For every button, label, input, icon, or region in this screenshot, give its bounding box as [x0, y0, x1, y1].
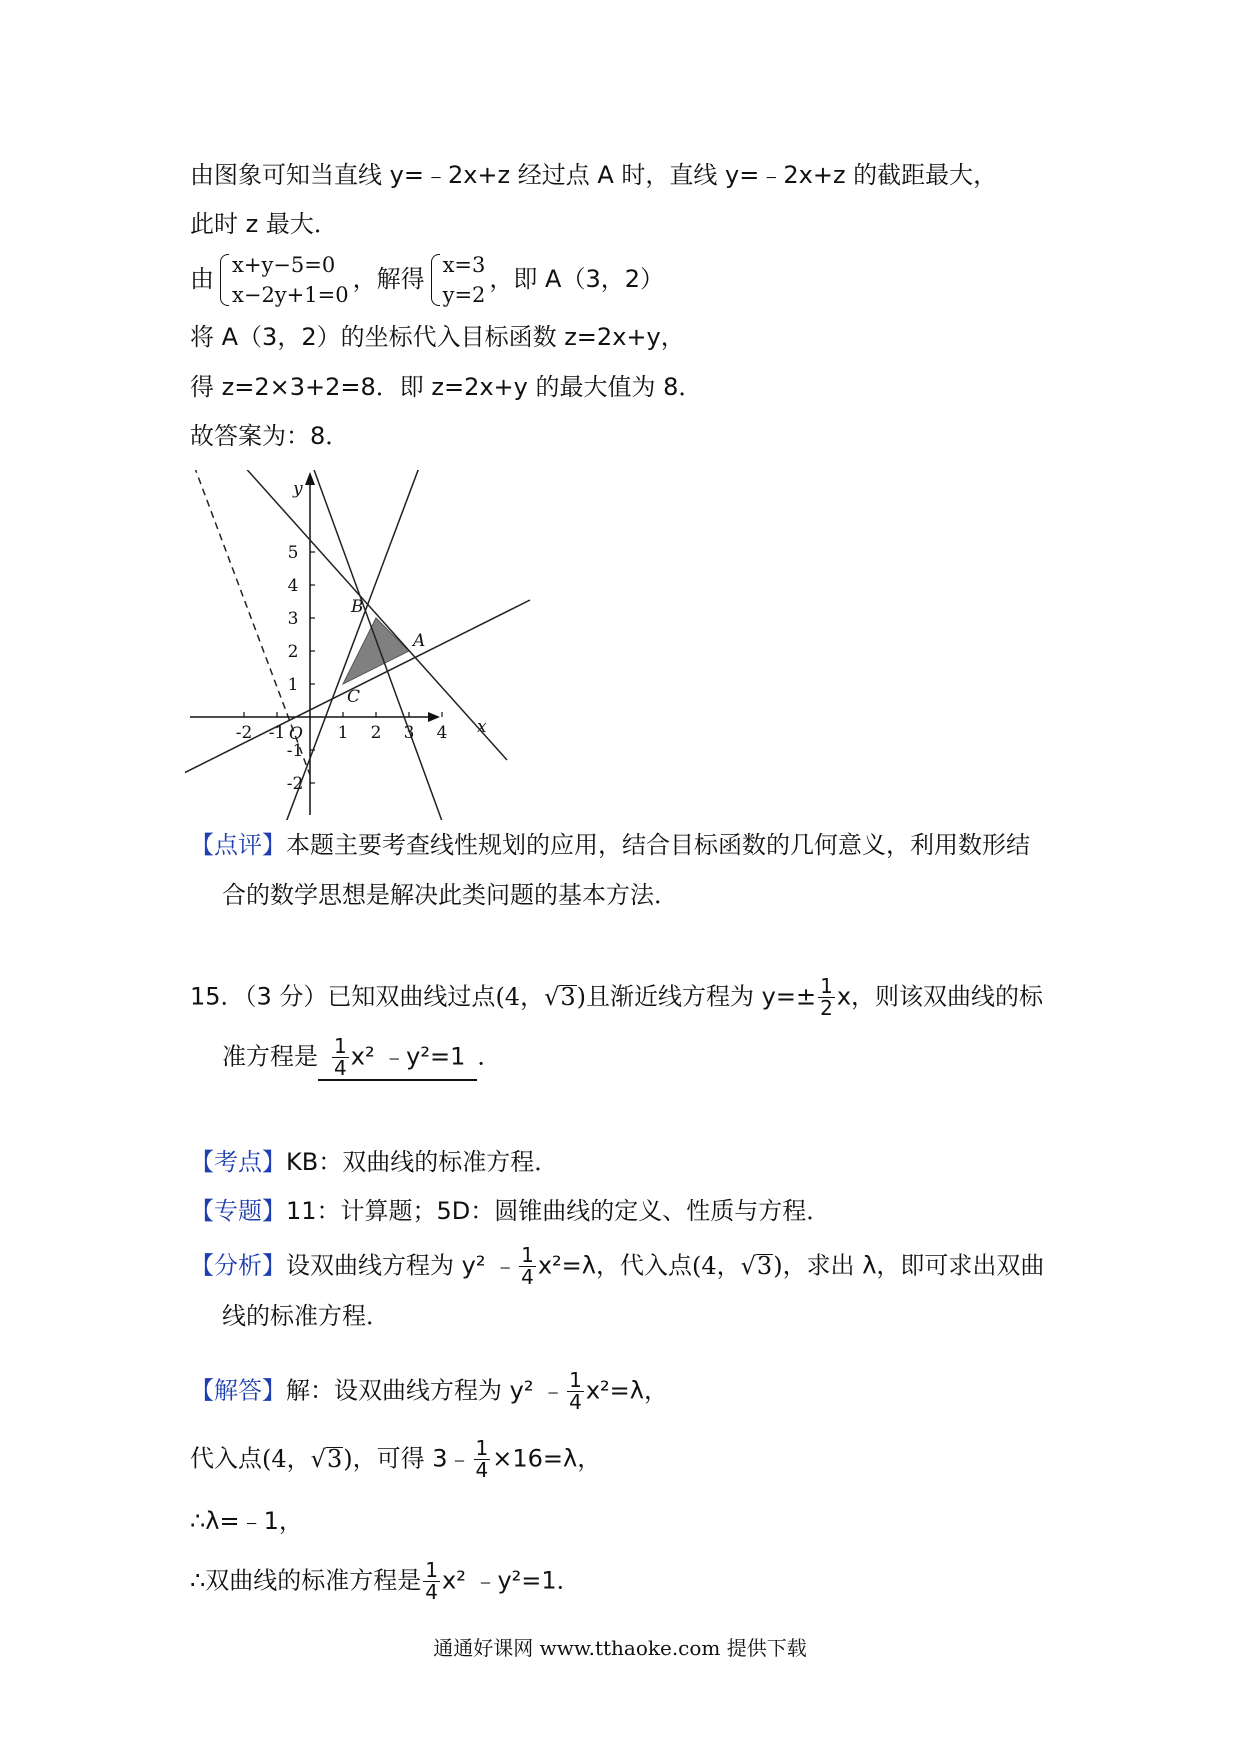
solution-line-5: 得 z=2×3+2=8．即 z=2x+y 的最大值为 8． [190, 373, 703, 401]
x-tick-label: 1 [337, 723, 349, 743]
equation: y=2 [442, 283, 486, 307]
answer-text: x² ﹣y²=1 [350, 1042, 466, 1071]
fraction [332, 1036, 349, 1079]
numerator: 1 [569, 1368, 582, 1392]
text: 11：计算题；5D：圆锥曲线的定义、性质与方程． [286, 1197, 831, 1225]
text: ，即 A（3，2） [489, 265, 664, 293]
text: 本题主要考查线性规划的应用，结合目标函数的几何意义，利用数形结 [286, 831, 1030, 859]
kaodian-line [190, 1147, 558, 1177]
text: ，求出 λ，即可求出双曲 [782, 1251, 1045, 1280]
jieda-line-2 [190, 1438, 601, 1481]
origin-label: O [289, 724, 303, 744]
denominator: 4 [334, 1056, 347, 1080]
denominator: 4 [521, 1265, 534, 1289]
x-axis-arrow [428, 712, 440, 722]
feasible-region-graph [185, 470, 555, 820]
text: x² ﹣y²=1． [442, 1566, 581, 1595]
jieda-line-4 [190, 1560, 581, 1603]
x-tick-label: -2 [235, 723, 253, 743]
review-tag: 【点评】 [190, 831, 286, 859]
solution-line-3 [190, 250, 664, 310]
fenxi-line-1 [190, 1245, 1044, 1288]
question-15-line-2 [222, 1036, 501, 1081]
y-axis-arrow [305, 472, 315, 485]
denominator: 4 [425, 1580, 439, 1604]
sqrt-value: 3 [326, 1444, 343, 1473]
text: 代入点 [190, 1444, 262, 1473]
zhuanti-line [190, 1196, 830, 1226]
numerator: 1 [820, 974, 833, 998]
answer-blank [318, 1036, 477, 1081]
equation: x+y−5=0 [232, 253, 336, 277]
point-coords: (4，√3) [691, 1251, 783, 1280]
text: ) [576, 982, 587, 1011]
sqrt-value: 3 [560, 982, 576, 1011]
text: 由 [190, 265, 214, 293]
y-tick-label: -2 [286, 774, 304, 794]
text: (4， [495, 982, 545, 1011]
text: x²=λ， [585, 1376, 668, 1405]
jieda-line-3: ∴λ=﹣1， [190, 1507, 303, 1535]
numerator: 1 [521, 1243, 534, 1267]
solution-line-4: 将 A（3，2）的坐标代入目标函数 z=2x+y， [190, 323, 685, 351]
y-tick-label: -1 [286, 741, 304, 761]
zhuanti-tag: 【专题】 [190, 1197, 286, 1225]
text: ，可得 3﹣ [352, 1444, 472, 1473]
point-b-label: B [351, 597, 364, 617]
review-line-2: 合的数学思想是解决此类问题的基本方法． [222, 881, 678, 909]
point-a-label: A [413, 631, 426, 651]
text: x²=λ，代入点 [537, 1251, 692, 1280]
point-coords: (4，√3) [262, 1444, 353, 1473]
text: ∴双曲线的标准方程是 [190, 1566, 422, 1595]
text: ． [477, 1042, 502, 1071]
jieda-tag: 【解答】 [190, 1376, 286, 1405]
text: 准方程是 [222, 1042, 318, 1071]
fenxi-line-2: 线的标准方程． [222, 1302, 390, 1330]
text: 设双曲线方程为 y² ﹣ [286, 1251, 518, 1280]
jieda-line-1 [190, 1370, 668, 1413]
fraction [567, 1370, 584, 1413]
equation: x=3 [442, 253, 486, 277]
fraction [818, 976, 835, 1019]
review-line-1 [190, 830, 1030, 860]
x-tick-label: -1 [268, 723, 286, 743]
fenxi-tag: 【分析】 [190, 1251, 286, 1280]
text: x，则该双曲线的标 [836, 982, 1044, 1011]
numerator: 1 [334, 1034, 347, 1058]
x-tick-label: 4 [436, 723, 448, 743]
sqrt-value: 3 [756, 1251, 773, 1280]
denominator: 4 [569, 1390, 582, 1414]
x-axis-label: x [477, 717, 487, 737]
y-tick-label: 3 [287, 609, 299, 629]
numerator: 1 [425, 1558, 439, 1582]
y-tick-label: 4 [287, 576, 299, 596]
page-footer: 通通好课网 www.tthaoke.com 提供下载 [433, 1636, 807, 1660]
equation-system-1 [218, 250, 349, 310]
solution-line-1: 由图象可知当直线 y=﹣2x+z 经过点 A 时，直线 y=﹣2x+z 的截距最大， [190, 161, 998, 189]
denominator: 4 [475, 1458, 489, 1482]
question-15-line-1 [190, 976, 1043, 1019]
text: 且渐近线方程为 y=± [586, 982, 817, 1011]
text: ×16=λ， [492, 1444, 602, 1473]
solution-line-2: 此时 z 最大． [190, 210, 338, 238]
text: ，解得 [352, 265, 425, 293]
fraction [519, 1245, 536, 1288]
equation: x−2y+1=0 [232, 283, 349, 307]
kaodian-tag: 【考点】 [190, 1148, 286, 1176]
x-tick-label: 3 [403, 723, 415, 743]
text: ) [343, 1444, 353, 1473]
feasible-region [343, 618, 409, 684]
equation-system-2 [429, 250, 486, 310]
fraction [474, 1438, 491, 1481]
text: 15．（3 分）已知双曲线过点 [190, 982, 496, 1011]
numerator: 1 [475, 1436, 489, 1460]
text: (4， [262, 1444, 311, 1473]
y-tick-label: 2 [287, 642, 299, 662]
text: ) [773, 1251, 783, 1280]
point-c-label: C [347, 687, 361, 707]
text: KB：双曲线的标准方程． [286, 1148, 559, 1176]
y-tick-label: 5 [287, 543, 299, 563]
text: (4， [691, 1251, 741, 1280]
x-tick-label: 2 [370, 723, 382, 743]
text: 解：设双曲线方程为 y² ﹣ [286, 1376, 566, 1405]
denominator: 2 [820, 996, 833, 1020]
solution-line-6: 故答案为：8． [190, 422, 350, 450]
y-tick-label: 1 [287, 675, 299, 695]
y-axis-label: y [293, 479, 303, 499]
point-coords: (4，√3) [495, 982, 587, 1011]
fraction [423, 1560, 440, 1603]
